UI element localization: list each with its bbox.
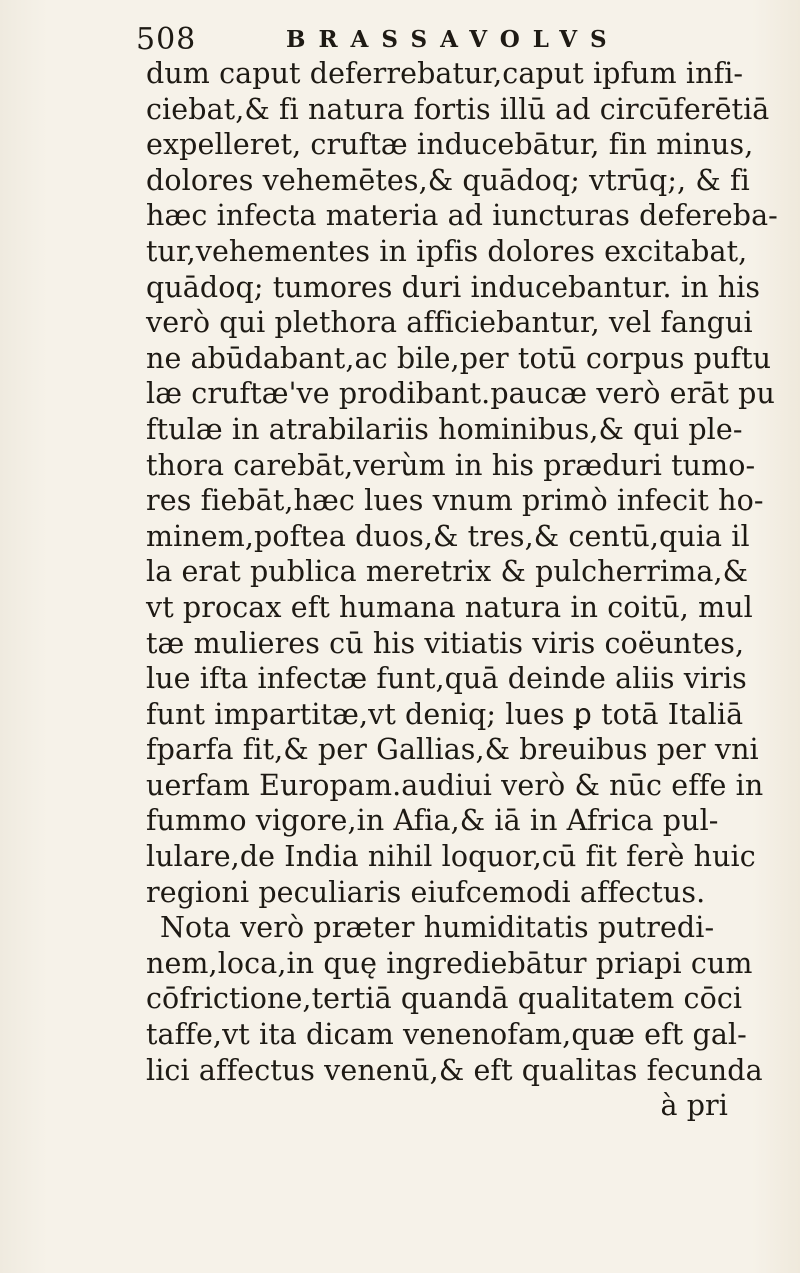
text-line: fparfa fit,& per Gallias,& breuibus per vni bbox=[146, 733, 759, 767]
paragraph-start-line: Nota verò præter humiditatis putredi- bbox=[160, 911, 715, 945]
text-line: nem,loca,in quę ingrediebātur priapi cum bbox=[146, 946, 753, 980]
page-number: 508 bbox=[136, 22, 197, 57]
text-line: expelleret, cruftæ inducebātur, fin minus, bbox=[146, 128, 754, 162]
text-line: verò qui plethora afficiebantur, vel fangui bbox=[146, 306, 753, 340]
text-line: ftulæ in atrabilariis hominibus,& qui ple- bbox=[146, 412, 743, 446]
text-line: vt procax eft humana natura in coitū, mul bbox=[146, 590, 753, 624]
text-line: dum caput deferrebatur,caput ipfum infi- bbox=[146, 57, 744, 90]
text-line: tæ mulieres cū his vitiatis viris coëuntes, bbox=[146, 626, 745, 660]
text-line: læ cruftæ've prodibant.paucæ verò erāt pu bbox=[146, 377, 775, 411]
text-line: cōfrictione,tertiā quandā qualitatem cōci bbox=[146, 982, 743, 1016]
text-line: res fiebāt,hæc lues vnum primò infecit ho- bbox=[146, 484, 764, 518]
text-line: ne abūdabant,ac bile,per totū corpus puftu bbox=[146, 341, 772, 375]
text-line: lici affectus venenū,& eft qualitas fecunda bbox=[146, 1053, 763, 1087]
text-line: ciebat,& fi natura fortis illū ad circūferētiā bbox=[146, 92, 770, 126]
text-line: dolores vehemētes,& quādoq; vtrūq;, & fi bbox=[146, 163, 750, 197]
running-head: BRASSAVOLVS bbox=[286, 26, 620, 53]
text-line: funt impartitæ,vt deniq; lues ꝑ totā Italiā bbox=[146, 697, 744, 731]
body-text bbox=[146, 56, 776, 1124]
text-line: regioni peculiaris eiufcemodi affectus. bbox=[146, 875, 706, 909]
text-line: taffe,vt ita dicam venenofam,quæ eft gal- bbox=[146, 1018, 747, 1052]
text-line: lue ifta infectæ funt,quā deinde aliis viris bbox=[146, 662, 747, 696]
page-header bbox=[136, 14, 776, 62]
text-line: thora carebāt,verùm in his præduri tumo- bbox=[146, 448, 756, 482]
text-line: fummo vigore,in Afia,& iā in Africa pul- bbox=[146, 804, 719, 838]
text-line: quādoq; tumores duri inducebantur. in his bbox=[146, 270, 761, 304]
text-line: tur,vehementes in ipfis dolores excitabat, bbox=[146, 234, 748, 268]
text-line: minem,poftea duos,& tres,& centū,quia il bbox=[146, 519, 750, 553]
text-line: uerfam Europam.audiui verò & nūc effe in bbox=[146, 768, 764, 802]
text-line: hæc infecta materia ad iuncturas defereba- bbox=[146, 199, 778, 233]
catchword: à pri bbox=[660, 1089, 728, 1123]
text-line: la erat publica meretrix & pulcherrima,& bbox=[146, 555, 749, 589]
text-line: lulare,de India nihil loquor,cū fit ferè huic bbox=[146, 840, 756, 874]
